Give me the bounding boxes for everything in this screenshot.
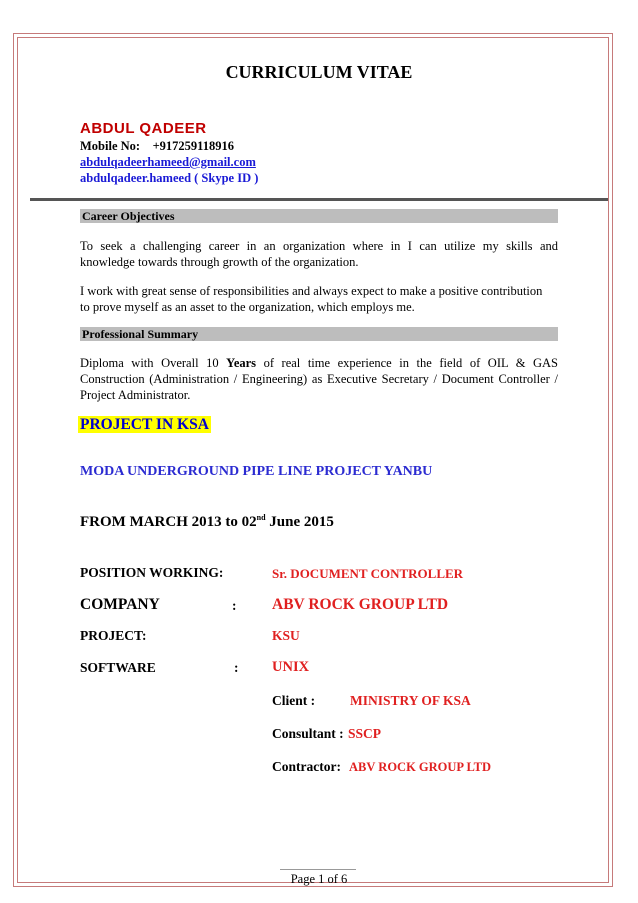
consultant-value: SSCP [348,726,382,741]
objective-p1-line1: To seek a challenging career in an organization where in I can utilize my skills and [80,239,558,253]
objective-paragraph-1 [80,238,558,270]
objective-p2-line2: to prove myself as an asset to the organization, which employs me. [80,300,415,314]
period-end: June 2015 [265,514,334,530]
project-value: KSU [272,628,300,643]
software-colon: : [234,660,239,675]
professional-summary-heading: Professional Summary [80,327,558,341]
summary-years: Years [226,356,257,370]
contractor-label: Contractor: [272,759,341,774]
position-label: POSITION WORKING: [80,565,224,580]
summary-line1 [80,355,558,371]
software-value: UNIX [272,659,310,675]
summary-paragraph [80,355,558,403]
document-title: CURRICULUM VITAE [225,62,413,82]
summary-line2: Construction (Administration / Engineering) as Executive Secretary / Document Controller / [80,372,558,386]
client-value: MINISTRY OF KSA [350,693,471,708]
page-number: Page 1 of 6 [290,872,348,886]
objective-p1-line2: knowledge towards through growth of the organization. [80,255,359,269]
email-link[interactable]: abdulqadeerhameed@gmail.com [80,155,256,169]
mobile-label: Mobile No: [80,139,141,153]
consultant-label: Consultant : [272,726,344,741]
mobile-number: +917259118916 [152,139,234,153]
summary-text-pre: Diploma with Overall 10 [80,356,227,370]
skype-id: abdulqadeer.hameed ( Skype ID ) [80,171,259,185]
contractor-value: ABV ROCK GROUP LTD [349,760,492,774]
period-start: FROM MARCH 2013 to 02 [80,514,257,530]
employment-period [80,513,334,531]
project-name: MODA UNDERGROUND PIPE LINE PROJECT YANBU [80,464,433,479]
project-heading-text: PROJECT IN KSA [80,416,209,433]
company-colon: : [232,598,237,613]
header-divider [30,198,608,201]
software-label: SOFTWARE [80,660,156,675]
project-heading [78,416,211,434]
summary-line3: Project Administrator. [80,388,191,402]
client-label: Client : [272,693,316,708]
company-label: COMPANY [80,596,160,613]
candidate-name: ABDUL QADEER [80,120,207,137]
period-sup: nd [256,513,266,522]
mobile-line [80,139,234,154]
project-label: PROJECT: [80,628,147,643]
career-objectives-heading: Career Objectives [80,209,558,223]
objective-paragraph-2 [80,283,558,315]
position-value: Sr. DOCUMENT CONTROLLER [272,566,464,581]
objective-p2-line1: I work with great sense of responsibilities and always expect to make a positive contribution [80,284,543,298]
summary-text-post: of real time experience in the field of OIL & GAS [256,356,559,370]
company-value: ABV ROCK GROUP LTD [272,596,449,613]
